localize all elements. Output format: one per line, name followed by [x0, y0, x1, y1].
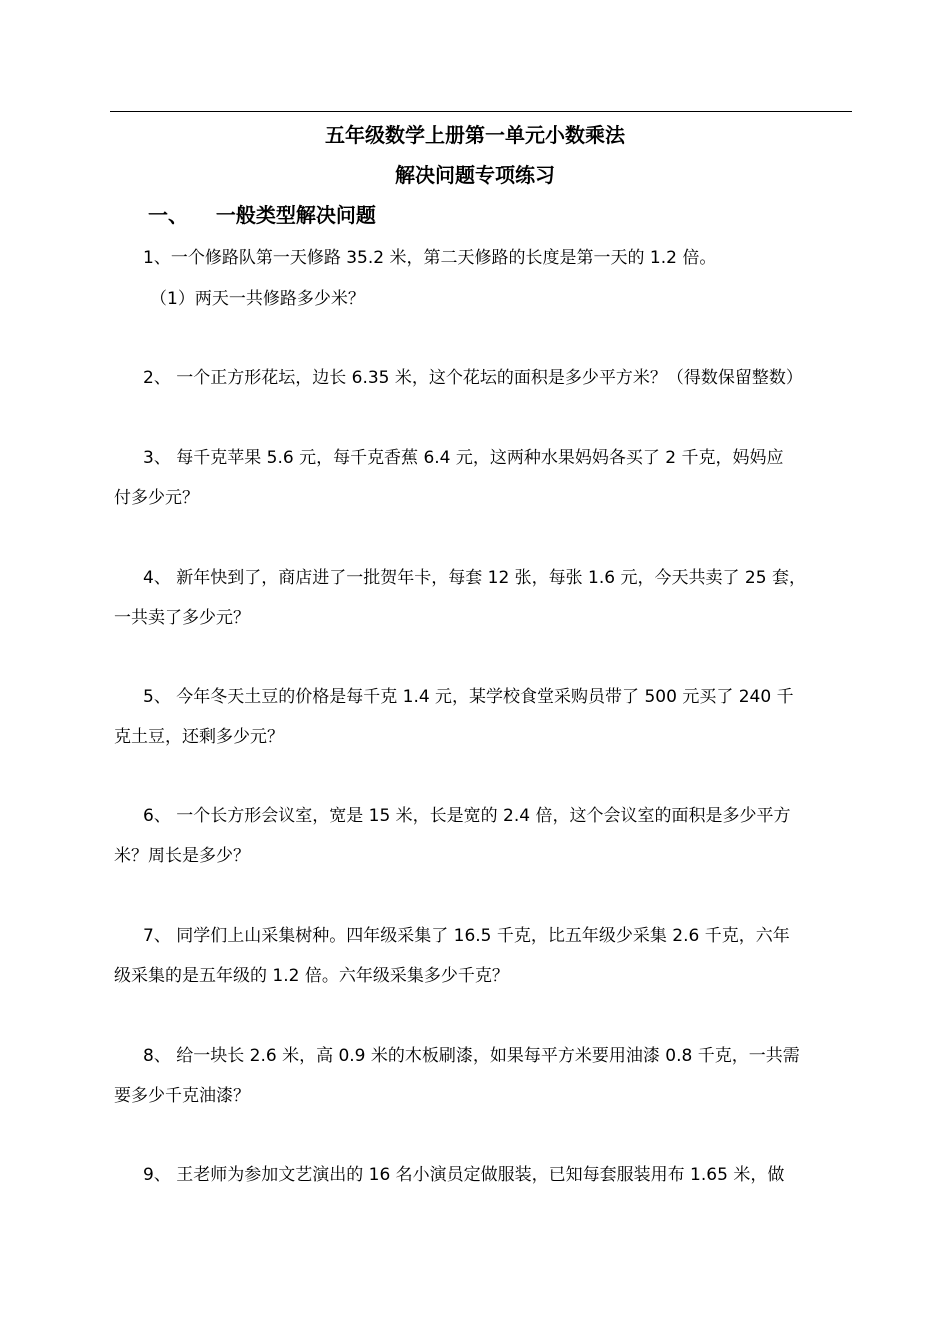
- question-5-line-1: 5、 今年冬天土豆的价格是每千克 1.4 元，某学校食堂采购员带了 500 元买了 240 千: [143, 687, 794, 707]
- question-8-line-2: 要多少千克油漆？: [114, 1086, 250, 1106]
- section-heading: [148, 201, 376, 229]
- section-number: 一、: [148, 203, 188, 227]
- question-4-line-2: 一共卖了多少元？: [114, 608, 250, 628]
- question-9-line-1: 9、 王老师为参加文艺演出的 16 名小演员定做服装，已知每套服装用布 1.65 米，做: [143, 1165, 785, 1185]
- question-7-line-1: 7、 同学们上山采集树种。四年级采集了 16.5 千克，比五年级少采集 2.6 千克，六年: [143, 926, 790, 946]
- question-3-line-2: 付多少元？: [114, 488, 199, 508]
- question-8-line-1: 8、 给一块长 2.6 米，高 0.9 米的木板刷漆，如果每平方米要用油漆 0.8 千克，一共需: [143, 1046, 800, 1066]
- question-2-line-1: 2、 一个正方形花坛，边长 6.35 米，这个花坛的面积是多少平方米？（得数保留整数）: [143, 368, 803, 388]
- question-1-subquestion: （1）两天一共修路多少米？: [150, 289, 365, 309]
- question-3-line-1: 3、 每千克苹果 5.6 元，每千克香蕉 6.4 元，这两种水果妈妈各买了 2 千克，妈妈应: [143, 448, 784, 468]
- question-1-line-1: 1、一个修路队第一天修路 35.2 米，第二天修路的长度是第一天的 1.2 倍。: [143, 248, 717, 268]
- question-6-line-2: 米？周长是多少？: [114, 846, 250, 866]
- question-4-line-1: 4、 新年快到了，商店进了一批贺年卡，每套 12 张，每张 1.6 元，今天共卖了 25 套，: [143, 568, 806, 588]
- question-5-line-2: 克土豆，还剩多少元？: [114, 727, 284, 747]
- section-title: 一般类型解决问题: [215, 203, 376, 227]
- header-rule: [110, 111, 852, 112]
- document-subtitle: 解决问题专项练习: [395, 163, 555, 187]
- question-7-line-2: 级采集的是五年级的 1.2 倍。六年级采集多少千克？: [114, 966, 509, 986]
- question-6-line-1: 6、 一个长方形会议室，宽是 15 米，长是宽的 2.4 倍，这个会议室的面积是多少平方: [143, 806, 791, 826]
- document-title: 五年级数学上册第一单元小数乘法: [325, 123, 625, 147]
